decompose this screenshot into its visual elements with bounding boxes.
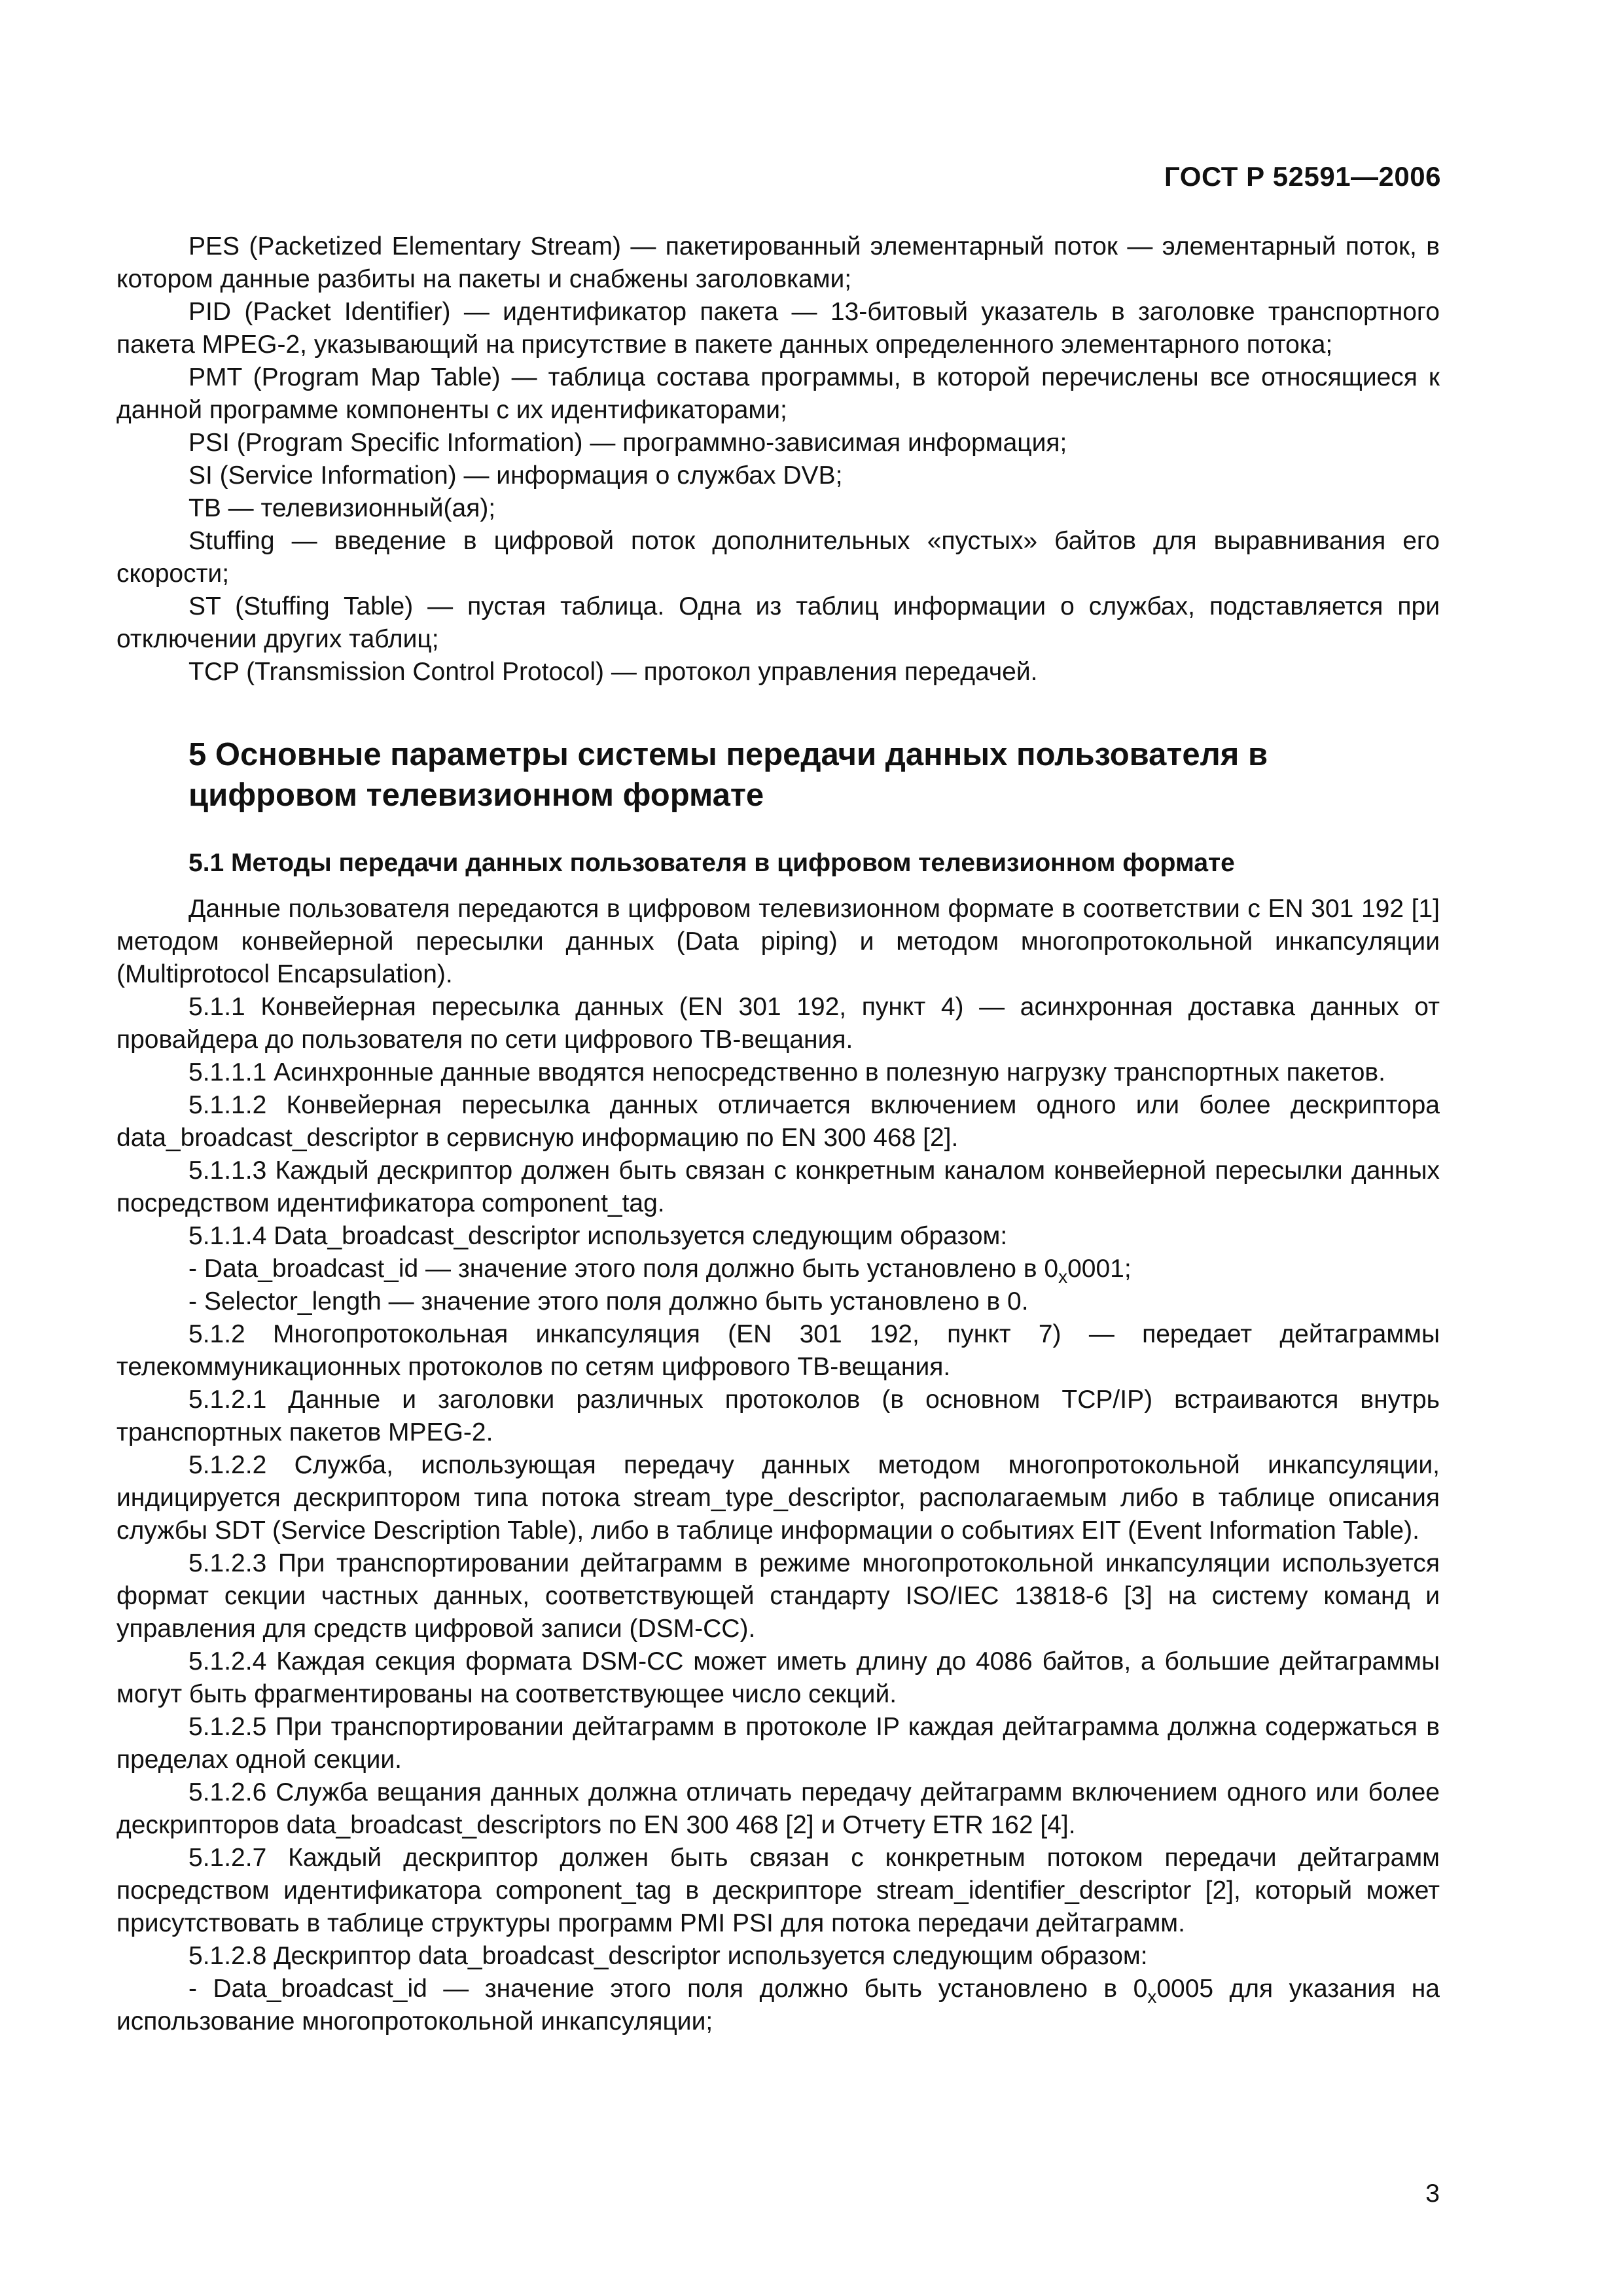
list-item-text-end: 0001;: [1067, 1255, 1132, 1283]
hex-subscript: x: [1058, 1266, 1068, 1287]
clause-5-1-2: 5.1.2 Многопротокольная инкапсуляция (EN 301 192, пункт 7) — передает дейтаграммы телекоммуникационных протоколов по сетям цифрового ТВ-вещания.: [116, 1320, 1440, 1381]
clause-5-1-1-1: 5.1.1.1 Асинхронные данные вводятся непосредственно в полезную нагрузку транспортных пакетов.: [188, 1058, 1385, 1086]
clause-5-1-1: 5.1.1 Конвейерная пересылка данных (EN 301 192, пункт 4) — асинхронная доставка данных от провайдера до пользователя по сети цифрового ТВ-вещания.: [116, 993, 1440, 1054]
clause-5-1-2-8: 5.1.2.8 Дескриптор data_broadcast_descriptor используется следующим образом:: [188, 1942, 1148, 1970]
clause-5-1-1-2: 5.1.1.2 Конвейерная пересылка данных отличается включением одного или более дескриптора data_broadcast_descriptor в сервисную информацию по EN 300 468 [2].: [116, 1091, 1440, 1152]
clause-5-1-1-4: 5.1.1.4 Data_broadcast_descriptor используется следующим образом:: [188, 1222, 1008, 1250]
definitions-list: [116, 230, 1440, 689]
definition-pid: PID (Packet Identifier) — идентификатор пакета — 13-битовый указатель в заголовке транспортного пакета MPEG-2, указывающий на присутствие в пакете данных определенного элементарного потока;: [116, 298, 1440, 359]
clause-5-1-2-7: 5.1.2.7 Каждый дескриптор должен быть связан с конкретным потоком передачи дейтаграмм посредством идентификатора component_tag в дескрипторе stream_identifier_descriptor [2], который может присутствовать в таблице структуры программ PMI PSI для потока передачи дейтаграмм.: [116, 1844, 1440, 1937]
definition-psi: PSI (Program Specific Information) — программно-зависимая информация;: [188, 429, 1067, 457]
section-heading: 5 Основные параметры системы передачи данных пользователя в цифровом телевизионном формате: [188, 737, 1268, 813]
paragraph: Данные пользователя передаются в цифровом телевизионном формате в соответствии с EN 301 192 [1] методом конвейерной пересылки данных (Data piping) и методом многопротокольной инкапсуляции (Multiprotocol Encapsulation).: [116, 895, 1440, 988]
subsection-heading: 5.1 Методы передачи данных пользователя в цифровом телевизионном формате: [188, 849, 1235, 877]
list-item-text: - Data_broadcast_id — значение этого поля должно быть установлено в 0: [188, 1975, 1148, 2003]
definition-tcp: TCP (Transmission Control Protocol) — протокол управления передачей.: [188, 658, 1038, 686]
list-item-data-broadcast-id: [116, 1253, 1440, 1285]
clause-5-1-2-5: 5.1.2.5 При транспортировании дейтаграмм в протоколе IP каждая дейтаграмма должна содержаться в пределах одной секции.: [116, 1713, 1440, 1774]
document-code-header: ГОСТ Р 52591—2006: [1164, 161, 1441, 192]
definition-pmt: PMT (Program Map Table) — таблица состава программы, в которой перечислены все относящиеся к данной программе компоненты с их идентификаторами;: [116, 363, 1440, 424]
clause-5-1-2-3: 5.1.2.3 При транспортировании дейтаграмм в режиме многопротокольной инкапсуляции используется формат секции частных данных, соответствующей стандарту ISO/IEC 13818-6 [3] на систему команд и управления для средств цифровой записи (DSM-CC).: [116, 1549, 1440, 1643]
clause-5-1-1-3: 5.1.1.3 Каждый дескриптор должен быть связан с конкретным каналом конвейерной пересылки данных посредством идентификатора component_tag.: [116, 1157, 1440, 1217]
clause-5-1-2-6: 5.1.2.6 Служба вещания данных должна отличать передачу дейтаграмм включением одного или более дескрипторов data_broadcast_descriptors по EN 300 468 [2] и Отчету ETR 162 [4].: [116, 1778, 1440, 1839]
list-item-data-broadcast-id-mpe: [116, 1973, 1440, 2038]
definition-pes: PES (Packetized Elementary Stream) — пакетированный элементарный поток — элементарный поток, в котором данные разбиты на пакеты и снабжены заголовками;: [116, 232, 1440, 293]
section-body: [116, 893, 1440, 2038]
definition-st: ST (Stuffing Table) — пустая таблица. Одна из таблиц информации о службах, подставляется при отключении других таблиц;: [116, 592, 1440, 653]
list-item-text-end: 0005 для указания на использование многопротокольной инкапсуляции;: [116, 1975, 1440, 2036]
clause-5-1-2-1: 5.1.2.1 Данные и заголовки различных протоколов (в основном TCP/IP) встраиваются внутрь транспортных пакетов MPEG-2.: [116, 1386, 1440, 1446]
page-number: 3: [1425, 2179, 1440, 2208]
clause-5-1-2-4: 5.1.2.4 Каждая секция формата DSM-CC может иметь длину до 4086 байтов, а большие дейтаграммы могут быть фрагментированы на соответствующее число секций.: [116, 1647, 1440, 1708]
list-item-text: - Data_broadcast_id — значение этого поля должно быть установлено в 0: [188, 1255, 1059, 1283]
definition-si: SI (Service Information) — информация о службах DVB;: [188, 461, 843, 490]
clause-5-1-2-2: 5.1.2.2 Служба, использующая передачу данных методом многопротокольной инкапсуляции, индицируется дескриптором типа потока stream_type_descriptor, располагаемым либо в таблице описания службы SDT (Service Description Table), либо в таблице информации о событиях EIT (Event Information Table).: [116, 1451, 1440, 1545]
definition-stuffing: Stuffing — введение в цифровой поток дополнительных «пустых» байтов для выравнивания его скорости;: [116, 527, 1440, 588]
list-item-selector-length: - Selector_length — значение этого поля должно быть установлено в 0.: [188, 1287, 1029, 1316]
hex-subscript: x: [1147, 1986, 1157, 2007]
definition-tv: ТВ — телевизионный(ая);: [188, 494, 496, 522]
page-content: [116, 230, 1440, 2038]
